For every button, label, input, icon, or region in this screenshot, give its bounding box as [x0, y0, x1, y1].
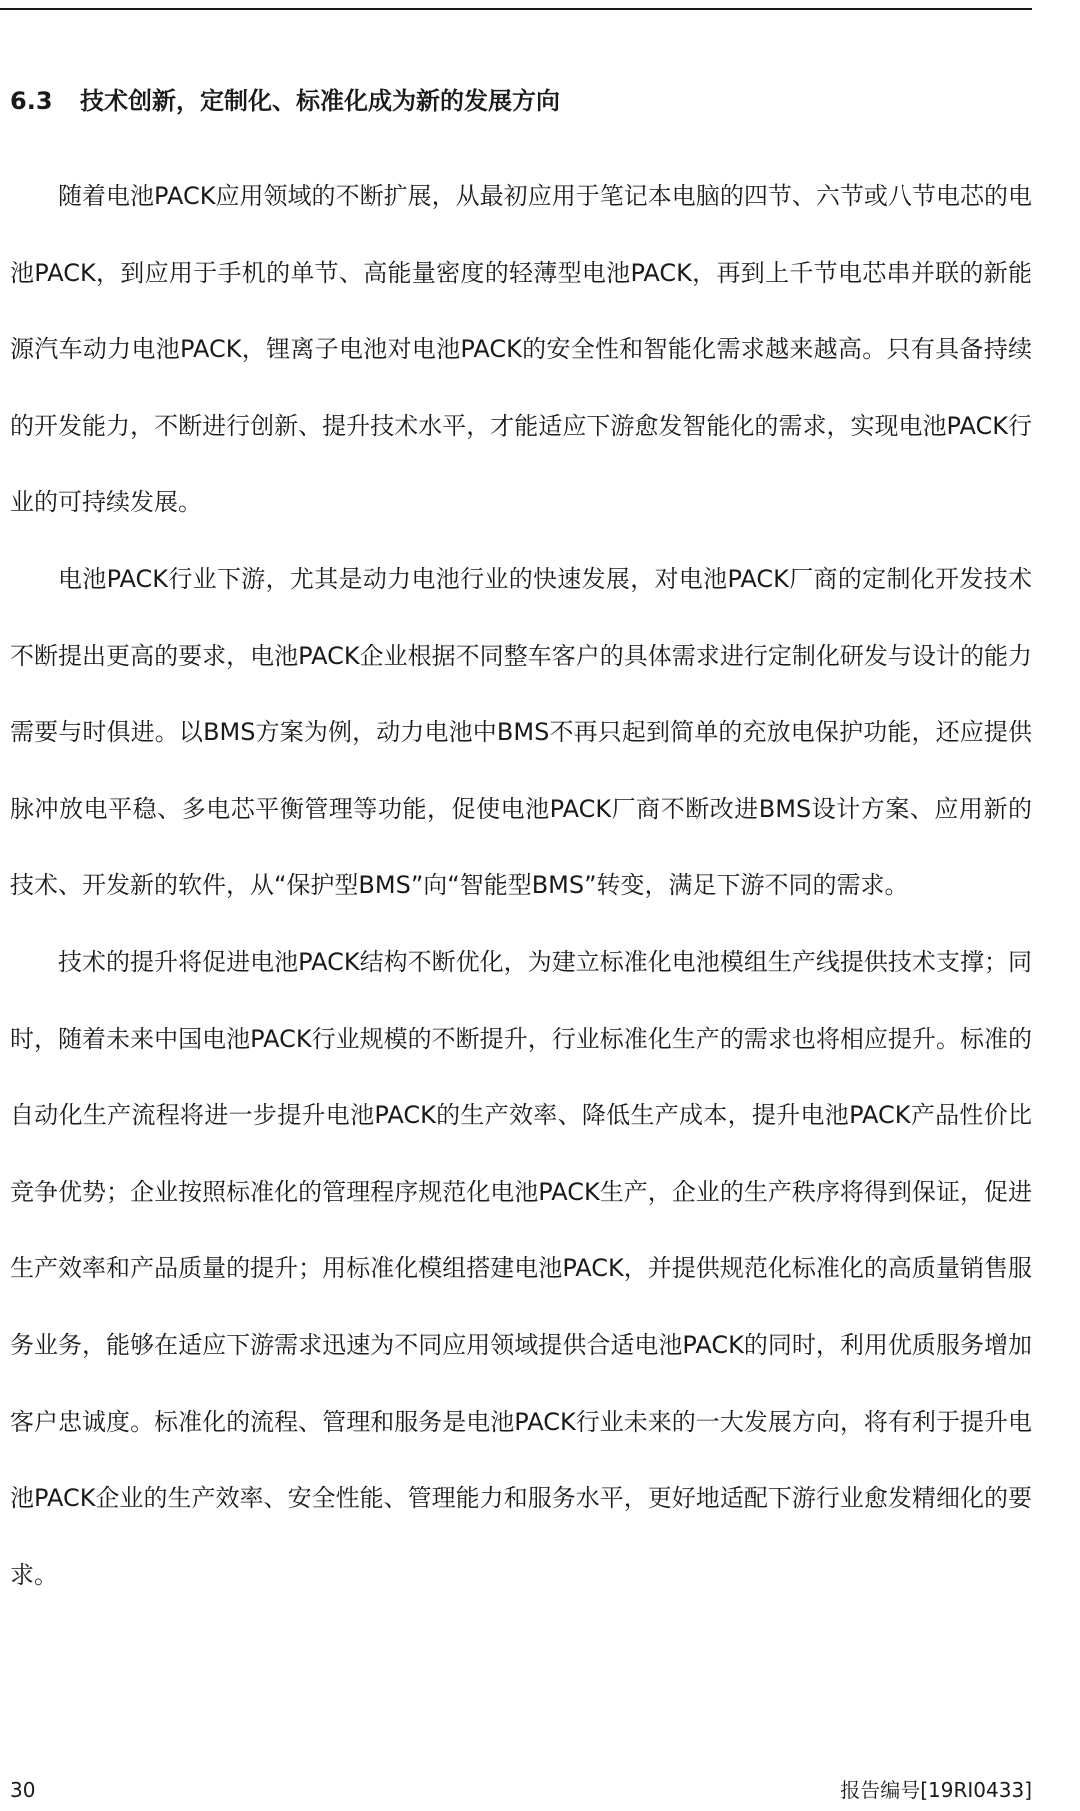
section-number: 6.3	[10, 86, 53, 115]
body-text	[10, 158, 1032, 1613]
section-heading	[10, 84, 560, 118]
paragraph-1: 随着电池PACK应用领域的不断扩展，从最初应用于笔记本电脑的四节、六节或八节电芯的电池PACK，到应用于手机的单节、高能量密度的轻薄型电池PACK，再到上千节电芯串并联的新能源汽车动力电池PACK，锂离子电池对电池PACK的安全性和智能化需求越来越高。只有具备持续的开发能力，不断进行创新、提升技术水平，才能适应下游愈发智能化的需求，实现电池PACK行业的可持续发展。	[10, 182, 1032, 517]
paragraph-2: 电池PACK行业下游，尤其是动力电池行业的快速发展，对电池PACK厂商的定制化开发技术不断提出更高的要求，电池PACK企业根据不同整车客户的具体需求进行定制化研发与设计的能力需要与时俱进。以BMS方案为例，动力电池中BMS不再只起到简单的充放电保护功能，还应提供脉冲放电平稳、多电芯平衡管理等功能，促使电池PACK厂商不断改进BMS设计方案、应用新的技术、开发新的软件，从“保护型BMS”向“智能型BMS”转变，满足下游不同的需求。	[10, 564, 1032, 900]
report-id: 报告编号[19RI0433]	[840, 1778, 1032, 1802]
section-title: 技术创新，定制化、标准化成为新的发展方向	[80, 86, 560, 115]
paragraph-3: 技术的提升将促进电池PACK结构不断优化，为建立标准化电池模组生产线提供技术支撑；同时，随着未来中国电池PACK行业规模的不断提升，行业标准化生产的需求也将相应提升。标准的自动化生产流程将进一步提升电池PACK的生产效率、降低生产成本，提升电池PACK产品性价比竞争优势；企业按照标准化的管理程序规范化电池PACK生产，企业的生产秩序将得到保证，促进生产效率和产品质量的提升；用标准化模组搭建电池PACK，并提供规范化标准化的高质量销售服务业务，能够在适应下游需求迅速为不同应用领域提供合适电池PACK的同时，利用优质服务增加客户忠诚度。标准化的流程、管理和服务是电池PACK行业未来的一大发展方向，将有利于提升电池PACK企业的生产效率、安全性能、管理能力和服务水平，更好地适配下游行业愈发精细化的要求。	[10, 947, 1032, 1589]
header-rule	[0, 8, 1032, 10]
page-number: 30	[10, 1778, 36, 1802]
